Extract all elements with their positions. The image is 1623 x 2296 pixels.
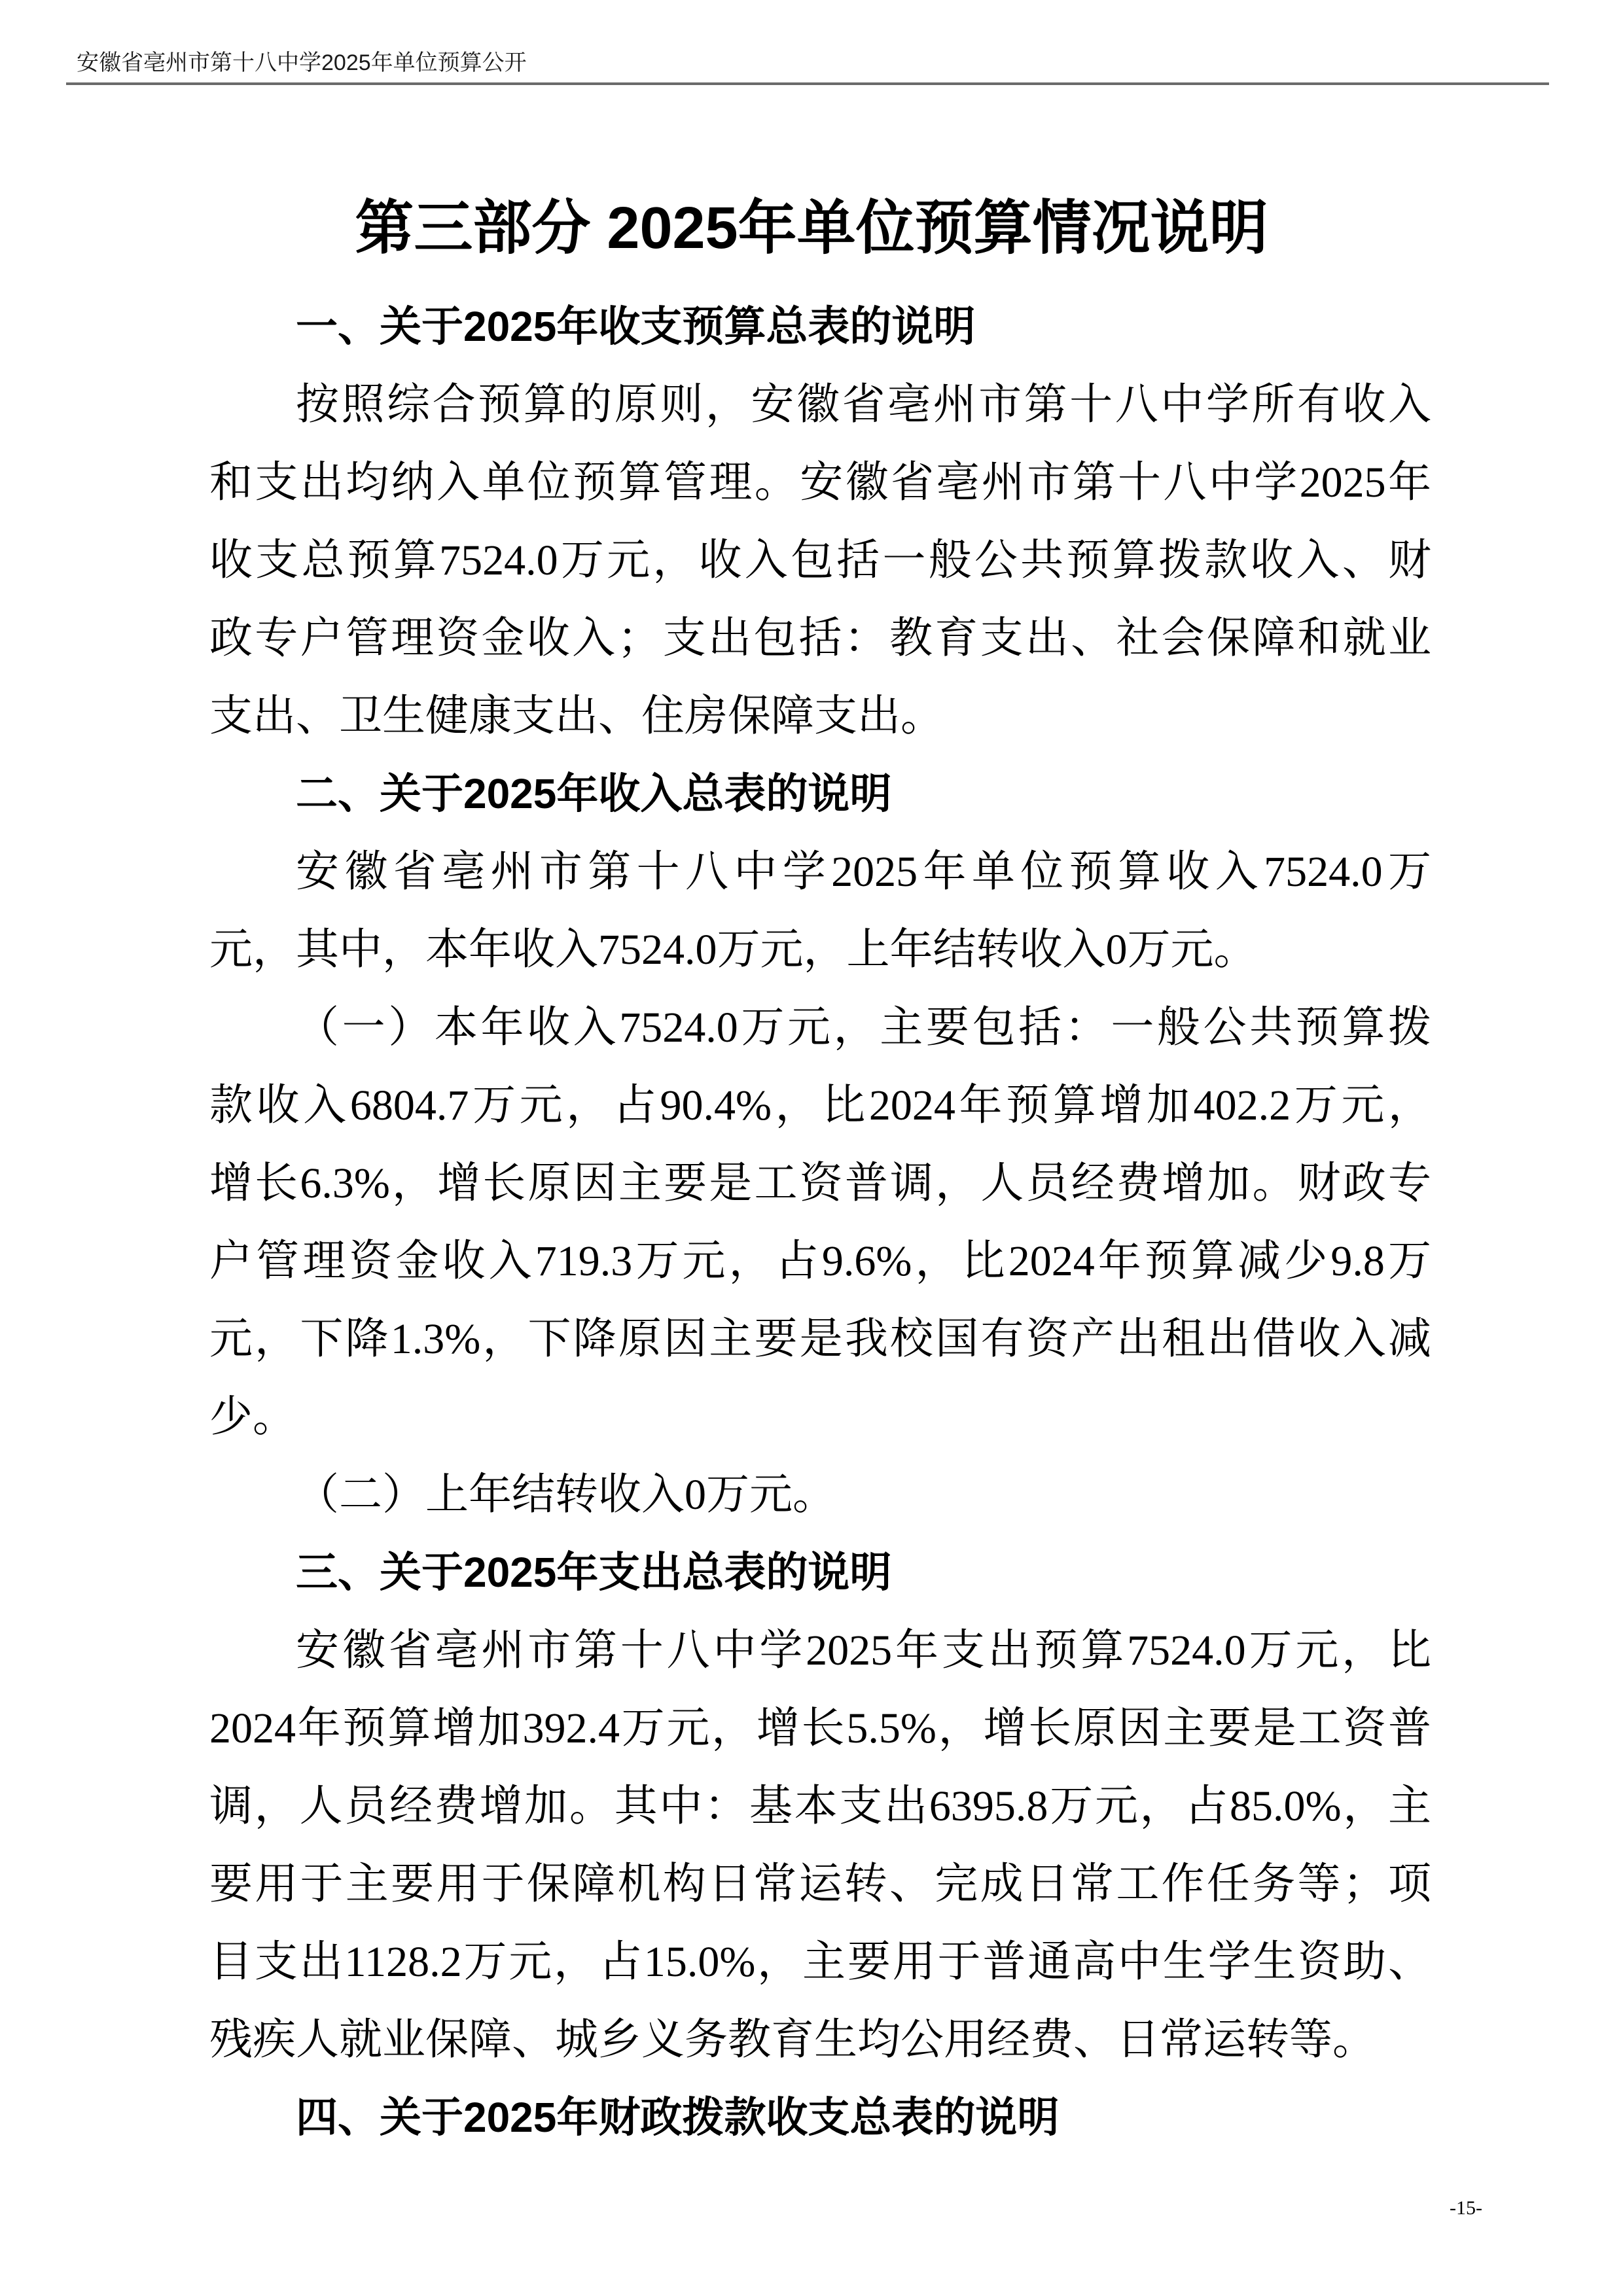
paragraph-line: 户管理资金收入719.3万元，占9.6%，比2024年预算减少9.8万 xyxy=(209,1237,1431,1285)
paragraph-line: 按照综合预算的原则，安徽省亳州市第十八中学所有收入 xyxy=(296,381,1431,429)
page-title: 第三部分 2025年单位预算情况说明 xyxy=(355,196,1268,261)
paragraph xyxy=(209,1456,1431,1534)
paragraph-line: 元，其中，本年收入7524.0万元，上年结转收入0万元。 xyxy=(209,926,1257,974)
paragraph-line: （二）上年结转收入0万元。 xyxy=(296,1471,836,1519)
paragraph-line: 安徽省亳州市第十八中学2025年单位预算收入7524.0万 xyxy=(296,848,1431,896)
section xyxy=(209,2079,1431,2157)
section xyxy=(209,755,1431,1534)
paragraph-line: 款收入6804.7万元，占90.4%，比2024年预算增加402.2万元， xyxy=(209,1082,1431,1129)
paragraph-line: 元，下降1.3%，下降原因主要是我校国有资产出租出借收入减 xyxy=(209,1315,1431,1363)
paragraph-line: 增长6.3%，增长原因主要是工资普调，人员经费增加。财政专 xyxy=(209,1159,1431,1207)
section xyxy=(209,1534,1431,2079)
paragraph-line: 2024年预算增加392.4万元，增长5.5%，增长原因主要是工资普 xyxy=(209,1704,1431,1752)
section-heading: 四、关于2025年财政拨款收支总表的说明 xyxy=(296,2094,1060,2141)
paragraph-line: 收支总预算7524.0万元，收入包括一般公共预算拨款收入、财 xyxy=(209,537,1431,584)
paragraph xyxy=(209,1612,1431,2079)
paragraph xyxy=(209,833,1431,989)
header-divider xyxy=(66,82,1549,85)
paragraph-line: 要用于主要用于保障机构日常运转、完成日常工作任务等；项 xyxy=(209,1860,1431,1908)
paragraph-line: 少。 xyxy=(209,1393,296,1441)
section-heading: 一、关于2025年收支预算总表的说明 xyxy=(296,303,976,350)
paragraph-line: 政专户管理资金收入；支出包括：教育支出、社会保障和就业 xyxy=(209,614,1431,662)
paragraph-line: 目支出1128.2万元，占15.0%，主要用于普通高中生学生资助、 xyxy=(209,1938,1431,1986)
section-heading: 三、关于2025年支出总表的说明 xyxy=(296,1549,892,1596)
paragraph-line: 调，人员经费增加。其中：基本支出6395.8万元，占85.0%，主 xyxy=(209,1782,1431,1830)
page-number: -15- xyxy=(1450,2197,1482,2219)
document-body xyxy=(209,288,1431,2157)
paragraph-line: 支出、卫生健康支出、住房保障支出。 xyxy=(209,692,944,740)
section xyxy=(209,288,1431,755)
paragraph-line: （一）本年收入7524.0万元，主要包括：一般公共预算拨 xyxy=(296,1004,1431,1051)
paragraph xyxy=(209,989,1431,1456)
paragraph-line: 安徽省亳州市第十八中学2025年支出预算7524.0万元，比 xyxy=(296,1627,1431,1674)
running-header: 安徽省亳州市第十八中学2025年单位预算公开 xyxy=(77,50,527,75)
paragraph-line: 残疾人就业保障、城乡义务教育生均公用经费、日常运转等。 xyxy=(209,2016,1376,2064)
paragraph xyxy=(209,366,1431,755)
section-heading: 二、关于2025年收入总表的说明 xyxy=(296,770,892,817)
paragraph-line: 和支出均纳入单位预算管理。安徽省亳州市第十八中学2025年 xyxy=(209,459,1431,506)
